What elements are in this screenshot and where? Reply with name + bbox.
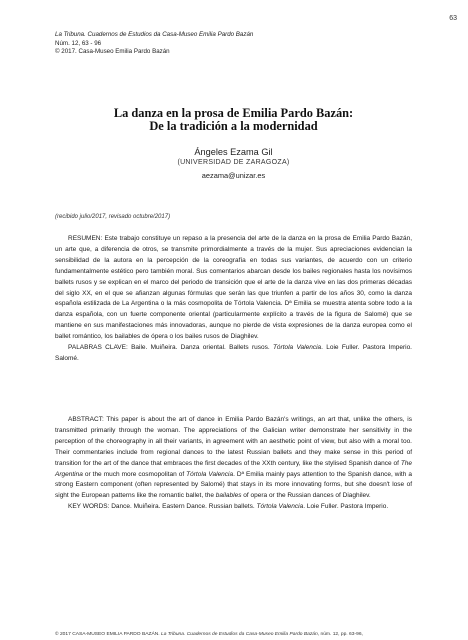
author-name: Ángeles Ezama Gil [194,147,273,157]
article-title-line-2: De la tradición a la modernidad [149,119,318,133]
abstract-text-1: This paper is about the art of dance in Emilia Pardo Bazán's writings, an art that, unlike the others, is transmitted primarily through the woman. The appreciations of the Galician writer demonstrate her sensitivity in the perception of the choreography in all their variants, in agreement with an aesthetic point of view, but also with a moral too. Their commentaries include from regional dances to the latest Russian ballets and they make sense in this period of transition for the art of the dance that embraces the first decades of the XXth century, like the stylised Spanish dance of [55,416,412,467]
journal-copyright: © 2017. Casa-Museo Emilia Pardo Bazán [55,48,170,56]
abstract-text-4: of opera or the Russian dances of Diaghilev. [243,492,371,500]
palabras-clave-italic: Tórtola Valencia [272,344,322,352]
footer-prefix: © 2017 CASA-MUSEO EMILIA PARDO BAZÁN. [55,632,160,637]
journal-title: La Tribuna. Cuadernos de Estudios da Casa-Museo Emilia Pardo Bazán [55,31,254,38]
footer-suffix: , núm. 12, pp. 63-96, [317,632,363,637]
abstract-italic-1: The Argentina [55,459,413,478]
abstract-section [55,415,412,513]
key-words-italic: Tórtola Valencia [256,503,304,511]
article-title-line-1: La danza en la prosa de Emilia Pardo Bazán: [113,106,354,120]
resumen-label: RESUMEN: [68,235,103,242]
author-affiliation: (UNIVERSIDAD DE ZARAGOZA) [177,159,290,166]
key-words-label: KEY WORDS: [68,503,110,511]
key-words [55,502,412,513]
article-title-block [55,107,412,181]
journal-issue: Núm. 12, 63 - 96 [55,39,102,47]
page-footer [55,632,455,637]
key-words-tail: . Loie Fuller. Pastora Imperio. [303,503,389,511]
abstract-italic-2: Tórtola Valencia [186,470,234,478]
abstract-text-2: or the much more cosmopolitan of [84,470,185,478]
author-email[interactable]: aezama@unizar.es [201,171,266,180]
palabras-clave-tail: . Loie Fuller. Pastora Imperio. Salomé. [55,344,412,362]
journal-header [55,31,415,57]
abstract-paragraph [55,415,412,502]
abstract-label: ABSTRACT: [68,416,104,423]
abstract-italic-3: bailables [215,492,242,500]
key-words-text: Dance. Muiñeira. Eastern Dance. Russian ballets. [111,503,255,511]
resumen-paragraph [55,234,412,343]
footer-journal: La Tribuna. Cuadernos de Estudios da Casa-Museo Emilia Pardo Bazán [160,632,318,637]
received-dates: (recibido julio/2017, revisado octubre/2017) [55,214,171,220]
palabras-clave-text: Baile. Muiñeira. Danza oriental. Ballets rusos. [131,344,270,352]
page-number: 63 [449,15,457,22]
abstract-text-3: . Dª Emilia mainly pays attention to the Spanish dance, with a strong Eastern component (often represented by Salomé) that stays in its more innovating forms, but she doesn't lose of sight the European patterns like the romantic ballet, the [55,470,412,500]
palabras-clave [55,343,412,365]
palabras-clave-label: PALABRAS CLAVE: [68,344,128,352]
resumen-text: Este trabajo constituye un repaso a la presencia del arte de la danza en la prosa de Emilia Pardo Bazán, un arte que, a diferencia de otros, se transmite primordialmente a través de la mujer. Sus apreciaciones evidencian la sensibilidad de la autora en la percepción de la coreografía en todas sus variantes, de acuerdo con un criterio fundamentalmente estético pero también moral. Sus comentarios abarcan desde los bailes regionales hasta los novísimos ballets rusos y se explican en el marco del periodo de transición que el arte de la danza vive en las dos primeras décadas del siglo XX, en el que se afianzan algunas fórmulas que serán las que triunfen a partir de los años 30, como la danza española estilizada de La Argentina o la más cosmopolita de Tórtola Valencia. Dª Emilia se muestra atenta sobre todo a la danza española, con un fuerte componente oriental (particularmente explícito a través de la figura de Salomé) que se mantiene en sus manifestaciones más innovadoras, aunque no pierde de vista expresiones de la danza europea como el ballet romántico, los bailables de ópera o los bailes rusos de Diaghilev. [55,235,412,341]
resumen-section [55,234,412,365]
